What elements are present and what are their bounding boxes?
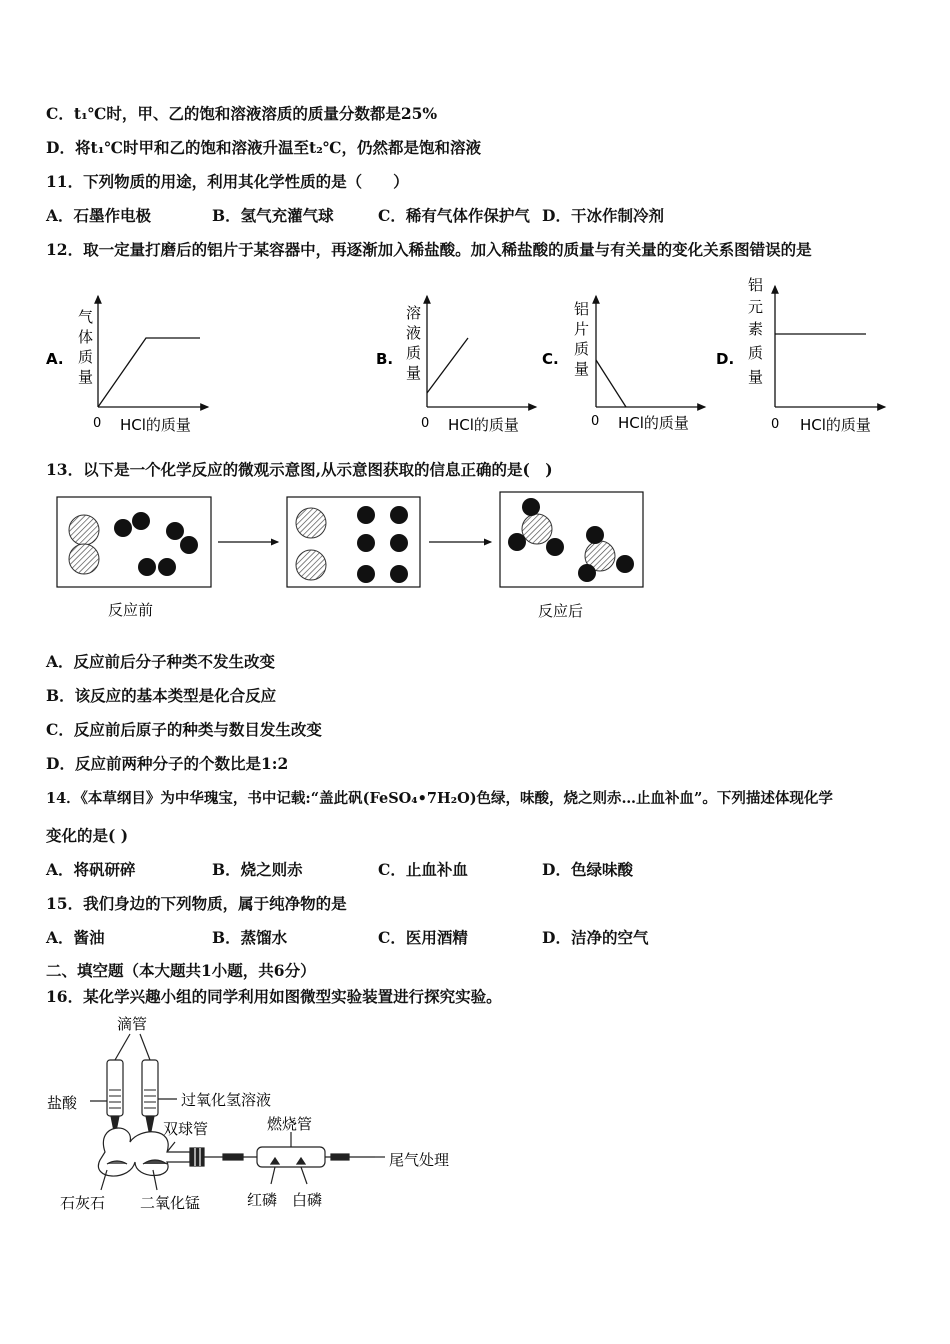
graph-b	[376, 296, 536, 434]
atom-hatched	[296, 550, 326, 580]
graph-b-xlabel: HCl的质量	[448, 416, 519, 434]
graph-c-ylabel-4: 量	[574, 360, 590, 378]
q13-diagram	[50, 488, 660, 628]
label-h2o2: 过氧化氢溶液	[181, 1091, 272, 1109]
q12-graphs	[40, 270, 920, 440]
graph-a-ylabel-4: 量	[78, 368, 94, 386]
graph-a-ylabel-1: 气	[78, 308, 94, 326]
q14-option-b: B．烧之则赤	[212, 860, 303, 879]
atom-black	[166, 522, 184, 540]
atom-black	[586, 526, 604, 544]
atom-black	[357, 506, 375, 524]
label-white-phosphorus: 白磷	[292, 1191, 323, 1209]
graph-d-ylabel-2: 元	[748, 298, 764, 316]
atom-hatched	[522, 514, 552, 544]
graph-d-ylabel-4: 质	[748, 344, 764, 362]
label-dropper: 滴管	[117, 1015, 148, 1033]
graph-c-ylabel-1: 铝	[574, 300, 590, 318]
label-hcl: 盐酸	[47, 1094, 78, 1112]
label-after: 反应后	[538, 602, 584, 620]
label-double-bulb: 双球管	[163, 1120, 209, 1138]
q14-stem-line1: 14．《本草纲目》为中华瑰宝，书中记载:“盖此矾(FeSO₄•7H₂O)色绿，味酸，烧之则赤…止血补血”。下列描述体现化学	[46, 790, 833, 807]
atom-black	[132, 512, 150, 530]
label-limestone: 石灰石	[60, 1194, 106, 1212]
q15-option-b: B．蒸馏水	[212, 928, 288, 947]
atom-black	[357, 565, 375, 583]
q10-option-c: C．t₁℃时，甲、乙的饱和溶液溶质的质量分数都是25%	[46, 104, 438, 123]
q15-option-d: D．洁净的空气	[542, 928, 649, 947]
graph-a-origin: 0	[93, 416, 102, 431]
graph-d-letter: D.	[716, 350, 735, 368]
q15-option-a: A．酱油	[46, 928, 105, 947]
atom-black	[508, 533, 526, 551]
graph-d-ylabel-3: 素	[748, 320, 764, 338]
graph-a-ylabel-2: 体	[78, 328, 94, 346]
graph-c-xlabel: HCl的质量	[618, 414, 689, 432]
burning-tube	[257, 1147, 325, 1167]
atom-black	[357, 534, 375, 552]
reaction-before-box	[57, 497, 211, 587]
q15-option-c: C．医用酒精	[378, 928, 468, 947]
q13-option-c: C．反应前后原子的种类与数目发生改变	[46, 720, 322, 739]
graph-b-ylabel-3: 质	[406, 344, 422, 362]
q13-stem: 13．以下是一个化学反应的微观示意图,从示意图获取的信息正确的是( )	[46, 460, 553, 479]
atom-black	[390, 506, 408, 524]
q13-option-b: B．该反应的基本类型是化合反应	[46, 686, 277, 705]
graph-c-letter: C.	[542, 350, 559, 368]
graph-a-xlabel: HCl的质量	[120, 416, 191, 434]
graph-b-ylabel-1: 溶	[406, 304, 422, 322]
q14-option-d: D．色绿味酸	[542, 860, 633, 879]
graph-c-ylabel-2: 片	[574, 320, 590, 338]
q11-stem: 11．下列物质的用途，利用其化学性质的是（ ）	[46, 172, 409, 191]
graph-d	[716, 276, 885, 434]
q16-stem: 16．某化学兴趣小组的同学利用如图微型实验装置进行探究实验。	[46, 987, 502, 1006]
q14-stem-line2: 变化的是( )	[46, 826, 129, 845]
q14-option-c: C．止血补血	[378, 860, 468, 879]
label-tail-gas: 尾气处理	[389, 1151, 450, 1169]
q10-option-d: D．将t₁℃时甲和乙的饱和溶液升温至t₂℃，仍然都是饱和溶液	[46, 138, 481, 157]
atom-black	[390, 565, 408, 583]
reaction-middle-box	[287, 497, 420, 587]
q11-option-a: A．石墨作电极	[46, 206, 152, 225]
label-red-phosphorus: 红磷	[247, 1191, 278, 1209]
atom-hatched	[69, 544, 99, 574]
q11-option-b: B．氢气充灌气球	[212, 206, 334, 225]
graph-b-line	[427, 338, 468, 393]
label-burn-tube: 燃烧管	[267, 1115, 313, 1133]
graph-b-letter: B.	[376, 350, 394, 368]
atom-black	[180, 536, 198, 554]
graph-a-letter: A.	[46, 350, 64, 368]
graph-a	[46, 296, 208, 434]
q14-option-a: A．将矾研碎	[46, 860, 136, 879]
graph-d-xlabel: HCl的质量	[800, 416, 871, 434]
atom-black	[114, 519, 132, 537]
atom-black	[578, 564, 596, 582]
q13-option-a: A．反应前后分子种类不发生改变	[46, 652, 276, 671]
label-before: 反应前	[108, 601, 154, 619]
atom-hatched	[69, 515, 99, 545]
q15-stem: 15．我们身边的下列物质，属于纯净物的是	[46, 894, 347, 913]
q11-option-c: C．稀有气体作保护气	[378, 206, 530, 225]
q11-option-d: D．干冰作制冷剂	[542, 206, 664, 225]
graph-a-line	[98, 338, 200, 407]
graph-c-origin: 0	[591, 414, 600, 429]
graph-c-ylabel-3: 质	[574, 340, 590, 358]
atom-black	[390, 534, 408, 552]
atom-hatched	[296, 508, 326, 538]
atom-black	[522, 498, 540, 516]
graph-a-ylabel-3: 质	[78, 348, 94, 366]
q12-stem: 12．取一定量打磨后的铝片于某容器中，再逐渐加入稀盐酸。加入稀盐酸的质量与有关量的变化关系图错误的是	[46, 240, 812, 259]
graph-d-ylabel-5: 量	[748, 368, 764, 386]
atom-black	[158, 558, 176, 576]
q16-apparatus	[45, 1012, 475, 1222]
section-heading: 二、填空题（本大题共1小题，共6分）	[46, 961, 316, 980]
graph-c	[542, 296, 705, 432]
graph-b-ylabel-4: 量	[406, 364, 422, 382]
q13-option-d: D．反应前两种分子的个数比是1:2	[46, 754, 289, 773]
atom-black	[138, 558, 156, 576]
graph-d-origin: 0	[771, 417, 780, 432]
graph-c-line	[596, 360, 626, 407]
graph-b-origin: 0	[421, 416, 430, 431]
label-mno2: 二氧化锰	[140, 1194, 201, 1212]
atom-black	[616, 555, 634, 573]
graph-d-ylabel-1: 铝	[748, 276, 764, 294]
atom-black	[546, 538, 564, 556]
graph-b-ylabel-2: 液	[406, 324, 422, 342]
reaction-after-box	[500, 492, 643, 587]
